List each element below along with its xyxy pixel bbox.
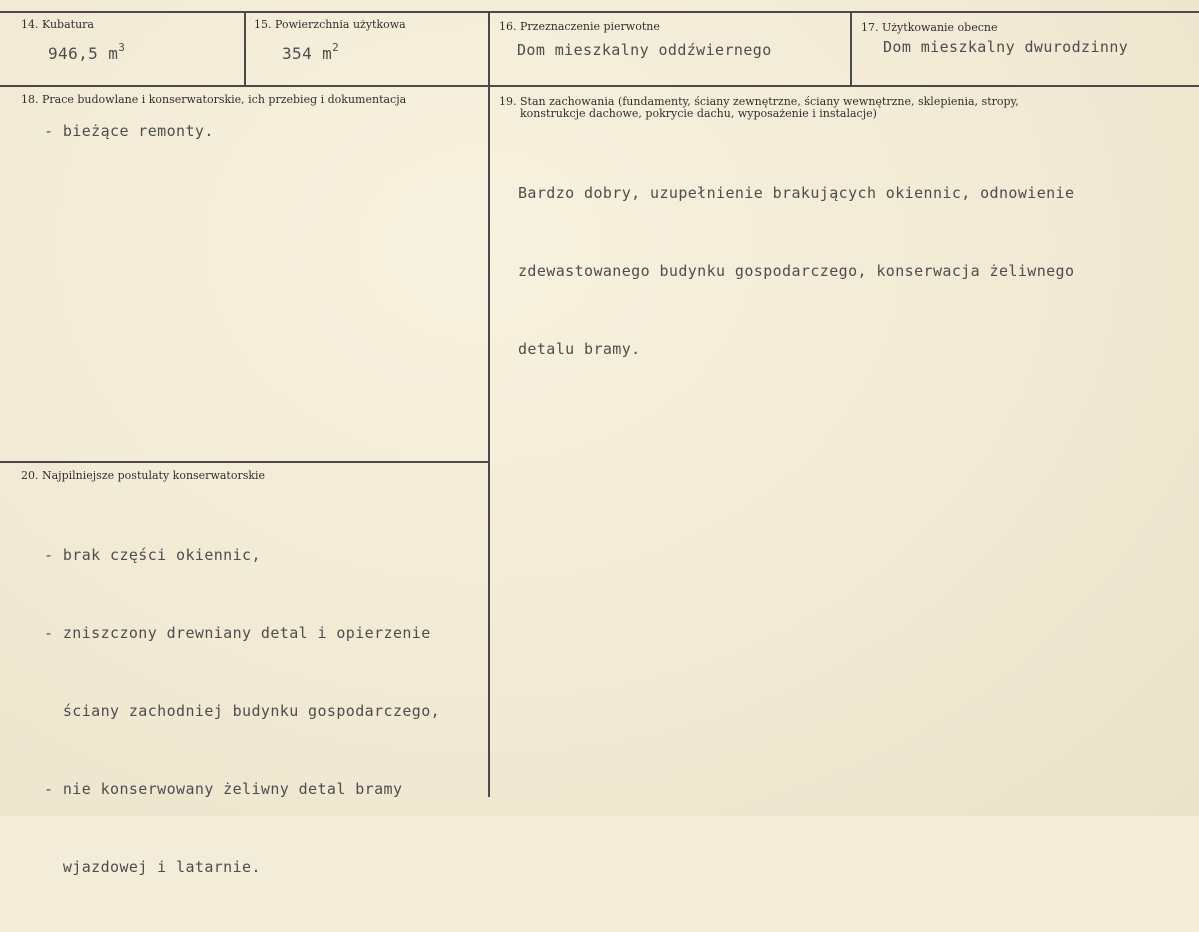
col-divider-3 — [850, 11, 852, 86]
postulaty-line: ściany zachodniej budynku gospodarczego, — [44, 702, 441, 720]
kubatura-number: 946,5 m — [48, 44, 119, 63]
postulaty-line: - zniszczony drewniany detal i opierzenie — [44, 624, 431, 642]
uzytkowanie-value: Dom mieszkalny dwurodzinny — [883, 38, 1129, 56]
prace-label: 18. Prace budowlane i konserwatorskie, ich przebieg i dokumentacja — [21, 93, 407, 106]
top-rule — [0, 11, 1199, 13]
kubatura-value — [48, 41, 126, 63]
postulaty-line: - nie konserwowany żeliwny detal bramy — [44, 780, 403, 798]
uzytkowanie-label: 17. Użytkowanie obecne — [861, 21, 998, 34]
section20-top-rule — [0, 461, 489, 463]
row1-bottom-rule — [0, 85, 1199, 87]
przeznaczenie-value: Dom mieszkalny oddźwiernego — [517, 41, 772, 59]
powierzchnia-number: 354 m — [282, 44, 333, 63]
stan-label-line1: 19. Stan zachowania (fundamenty, ściany zewnętrzne, ściany wewnętrzne, sklepienia, stropy, — [499, 95, 1019, 108]
prace-value: - bieżące remonty. — [44, 122, 214, 140]
stan-line: zdewastowanego budynku gospodarczego, konserwacja żeliwnego — [518, 262, 1075, 280]
powierzchnia-value — [282, 41, 340, 63]
stan-text — [518, 128, 1074, 414]
stan-label-line2: konstrukcje dachowe, pokrycie dachu, wyposażenie i instalacje) — [520, 107, 877, 120]
postulaty-label: 20. Najpilniejsze postulaty konserwatorskie — [21, 469, 266, 482]
postulaty-line: wjazdowej i latarnie. — [44, 858, 261, 876]
stan-line: detalu bramy. — [518, 340, 641, 358]
stan-line: Bardzo dobry, uzupełnienie brakujących okiennic, odnowienie — [518, 184, 1075, 202]
powierzchnia-label: 15. Powierzchnia użytkowa — [254, 18, 406, 31]
postulaty-line: - brak części okiennic, — [44, 546, 261, 564]
col-divider-main — [488, 11, 490, 797]
kubatura-label: 14. Kubatura — [21, 18, 94, 31]
postulaty-text — [44, 490, 440, 932]
powierzchnia-unit-exponent: 2 — [332, 41, 340, 54]
col-divider-1 — [244, 11, 246, 86]
przeznaczenie-label: 16. Przeznaczenie pierwotne — [499, 20, 660, 33]
kubatura-unit-exponent: 3 — [118, 41, 126, 54]
